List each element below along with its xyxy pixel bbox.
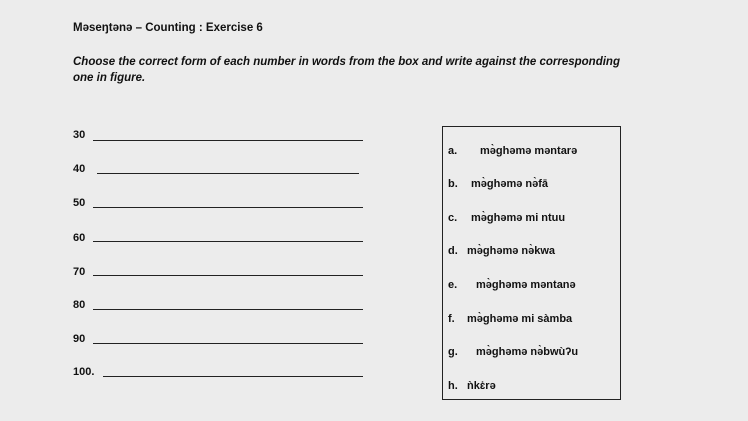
- answer-row-90: [73, 333, 373, 349]
- option-text: mə̀ghəmə mi ntuu: [471, 212, 566, 224]
- option-letter: e.: [448, 279, 458, 291]
- option-h: [448, 380, 496, 392]
- number-label: 100.: [73, 366, 95, 378]
- answer-row-30: [73, 129, 373, 145]
- instructions-text: Choose the correct form of each number in words from the box and write against the corresponding one in figure.: [73, 56, 620, 84]
- option-text: mə̀ghəmə məntarə: [480, 145, 578, 157]
- number-label: 70: [73, 266, 86, 278]
- option-text: ǹkɛ̇rə: [467, 380, 496, 392]
- answer-row-100: [73, 366, 373, 382]
- option-f: [448, 313, 572, 325]
- answer-line[interactable]: [93, 309, 363, 310]
- option-text: mə̀ghəmə nə̀kwa: [467, 245, 556, 257]
- number-label: 90: [73, 333, 86, 345]
- option-d: [448, 245, 555, 257]
- number-label: 40: [73, 163, 86, 175]
- answer-line[interactable]: [103, 376, 363, 377]
- option-b: [448, 178, 548, 190]
- number-label: 60: [73, 232, 86, 244]
- answer-row-50: [73, 197, 373, 213]
- answer-line[interactable]: [93, 140, 363, 141]
- option-text: mə̀ghəmə nə̀fā: [471, 178, 549, 190]
- number-label: 30: [73, 129, 86, 141]
- option-letter: a.: [448, 145, 458, 157]
- option-letter: h.: [448, 380, 458, 392]
- answer-line[interactable]: [97, 173, 359, 174]
- option-text: mə̀ghəmə məntanə: [476, 279, 576, 291]
- option-letter: b.: [448, 178, 458, 190]
- number-label: 50: [73, 197, 86, 209]
- option-letter: f.: [448, 313, 455, 325]
- answer-row-70: [73, 266, 373, 282]
- answer-line[interactable]: [93, 343, 363, 344]
- option-letter: c.: [448, 212, 458, 224]
- answer-line[interactable]: [93, 207, 363, 208]
- option-letter: d.: [448, 245, 458, 257]
- answer-line[interactable]: [93, 275, 363, 276]
- option-c: [448, 212, 565, 224]
- answer-row-40: [73, 163, 373, 179]
- option-letter: g.: [448, 346, 458, 358]
- page-title: Məseŋtənə – Counting : Exercise 6: [73, 22, 263, 34]
- answer-row-80: [73, 299, 373, 315]
- option-e: [448, 279, 576, 291]
- option-a: [448, 145, 577, 157]
- option-text: mə̀ghəmə nə̀bwùʔu: [476, 346, 579, 358]
- word-options-box: [442, 126, 621, 400]
- option-text: mə̀ghəmə mi sàmba: [467, 313, 573, 325]
- answer-line[interactable]: [93, 241, 363, 242]
- option-g: [448, 346, 578, 358]
- answer-row-60: [73, 232, 373, 248]
- number-label: 80: [73, 299, 86, 311]
